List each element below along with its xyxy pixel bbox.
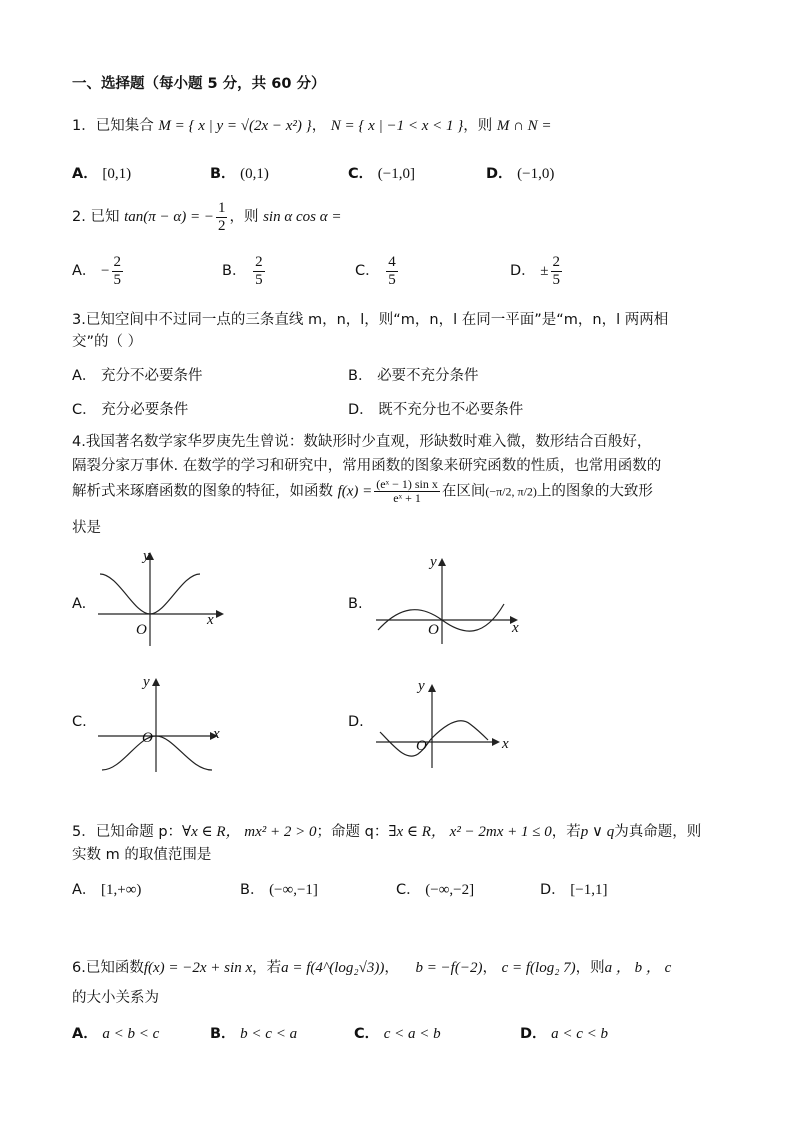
q5-option-d[interactable] (540, 878, 607, 899)
q4-line3-prefix: 解析式来琢磨函数的图象的特征，如函数 (72, 483, 333, 500)
option-text: 必要不充分条件 (377, 368, 479, 384)
option-label: A． (72, 263, 97, 279)
q4-option-d[interactable]: D. (348, 714, 364, 730)
fraction-numerator: 1 (217, 200, 226, 216)
q5-pq: p ∨ q (580, 824, 615, 840)
q6-if: ，若 (252, 960, 282, 976)
graph-a-y-label: y (143, 548, 150, 564)
option-label: D． (486, 166, 513, 182)
option-text: a < c < b (551, 1026, 609, 1042)
q6-vars: a ， b ， c (604, 960, 672, 976)
graph-d[interactable] (376, 680, 516, 770)
option-label: A． (72, 166, 98, 182)
q2-option-d[interactable] (510, 254, 564, 288)
graph-b-x-label: x (512, 620, 519, 636)
question-5 (72, 820, 701, 841)
q6-option-a[interactable] (72, 1022, 159, 1043)
fraction-numerator: 2 (552, 254, 561, 270)
graph-c-origin: O (142, 730, 153, 746)
q5-q-expr: ∃x ∈ R， x² − 2mx + 1 ≤ 0 (388, 824, 552, 840)
q4-line-1: 4.我国著名数学家华罗庚先生曾说：数缺形时少直观，形缺数时难入微，数形结合百般好， (72, 434, 652, 450)
graph-c-y-label: y (143, 674, 150, 690)
fraction-denominator: 5 (552, 271, 561, 288)
option-label: C． (348, 166, 374, 182)
question-2 (72, 200, 341, 234)
q6-b-expr: b = −f(−2) (415, 960, 483, 976)
graph-c-x-label: x (213, 726, 220, 742)
option-label: C． (72, 402, 97, 418)
y-axis-arrow (438, 558, 446, 566)
q2-ask: sin α cos α = (263, 209, 342, 225)
q6-c-expr: c = f(log₂ 7) (501, 960, 576, 976)
q6-line-2: 的大小关系为 (72, 990, 159, 1006)
fraction-denominator: 5 (388, 271, 396, 288)
q2-option-c[interactable] (355, 254, 400, 288)
q1-option-c[interactable] (348, 162, 415, 183)
fraction-denominator: 2 (217, 217, 226, 234)
x-axis-arrow (492, 738, 500, 746)
y-axis-arrow (152, 678, 160, 686)
q6-prefix: 6.已知函数 (72, 960, 144, 976)
fraction-numerator: 2 (113, 254, 121, 270)
graph-d-y-label: y (418, 678, 425, 694)
q5-option-a[interactable] (72, 878, 141, 899)
q2-suffix: ，则 (229, 209, 259, 225)
q4-option-b[interactable]: B. (348, 596, 363, 612)
function-curve (380, 721, 488, 756)
option-label: B． (210, 166, 236, 182)
option-label: A． (72, 368, 97, 384)
q1-comma: ， (311, 118, 327, 134)
q4-option-a[interactable]: A. (72, 596, 87, 612)
option-text: 充分不必要条件 (101, 368, 203, 384)
graph-b-y-label: y (430, 554, 437, 570)
option-label: B． (240, 882, 265, 898)
q5-line-2: 实数 m 的取值范围是 (72, 847, 212, 863)
q1-ask: M ∩ N = (496, 118, 552, 134)
option-text: (−1,0] (377, 166, 415, 182)
q5-prefix: 5．已知命题 p： (72, 824, 183, 840)
q6-option-b[interactable] (210, 1022, 297, 1043)
q4-fraction (374, 478, 440, 505)
q5-if: ，若 (551, 824, 581, 840)
q3-option-c[interactable] (72, 398, 188, 419)
q3-line-1: 3.已知空间中不过同一点的三条直线 m，n，l，则“m，n，l 在同一平面”是“m，n，l 两两相 (72, 312, 669, 328)
option-text: (−∞,−1] (269, 882, 318, 898)
section-title: 一、选择题（每小题 5 分，共 60 分） (72, 76, 326, 92)
option-text: 充分必要条件 (101, 402, 189, 418)
q4-line-4: 状是 (72, 520, 101, 536)
q4-line-3 (72, 478, 653, 505)
option-label: D． (510, 263, 536, 279)
q2-option-a[interactable] (72, 254, 125, 288)
option-fraction (551, 254, 563, 288)
fraction-numerator: (eˣ − 1) sin x (376, 477, 438, 491)
option-sign: − (101, 263, 110, 279)
option-fraction (386, 254, 398, 288)
fraction-denominator: 5 (255, 271, 263, 288)
graph-a-origin: O (136, 622, 147, 638)
q5-option-b[interactable] (240, 878, 318, 899)
function-curve (378, 604, 504, 631)
option-text: [1,+∞) (101, 882, 142, 898)
q6-option-c[interactable] (354, 1022, 441, 1043)
q3-option-d[interactable] (348, 398, 523, 419)
x-axis-arrow (216, 610, 224, 618)
q4-interval: (−π/2, π/2) (485, 484, 537, 499)
graph-c[interactable] (98, 674, 228, 774)
graph-d-origin: O (416, 738, 427, 754)
q5-suffix: 为真命题，则 (614, 824, 702, 840)
option-text: [0,1) (102, 166, 132, 182)
option-text: c < a < b (383, 1026, 441, 1042)
fraction-numerator: 2 (255, 254, 263, 270)
option-label: D． (348, 402, 374, 418)
q6-func: f(x) = −2x + sin x (143, 960, 253, 976)
option-text: [−1,1] (570, 882, 608, 898)
option-fraction (253, 254, 265, 288)
q6-a-expr: a = f(4^(log₂√3)) (281, 960, 385, 976)
q4-line3-suffix: 上的图象的大致形 (536, 483, 653, 500)
graph-b-origin: O (428, 622, 439, 638)
option-text: (−∞,−2] (425, 882, 475, 898)
q3-option-a[interactable] (72, 364, 203, 385)
option-text: (0,1) (240, 166, 269, 182)
option-label: D． (520, 1026, 547, 1042)
option-label: A． (72, 1026, 98, 1042)
question-6: 6.已知函数f(x) = −2x + sin x，若a = f(4^(log₂√3))， b = −f(−2)， c = f(log₂ 7)，则a ， b ， c (72, 960, 672, 976)
q1-then: ，则 (463, 118, 493, 134)
function-curve (102, 736, 212, 770)
fraction-numerator: 4 (388, 254, 396, 270)
fraction-denominator: eˣ + 1 (393, 491, 421, 506)
option-sign: ± (540, 263, 549, 279)
q1-option-a[interactable] (72, 162, 131, 183)
q3-option-b[interactable] (348, 364, 479, 385)
q5-option-c[interactable] (396, 878, 474, 899)
graph-d-x-label: x (502, 736, 509, 752)
q3-line-2: 交”的（ ） (72, 334, 143, 350)
option-text: 既不充分也不必要条件 (378, 402, 524, 418)
option-label: B． (348, 368, 373, 384)
q2-prefix: 2. 已知 (72, 209, 120, 225)
fraction-denominator: 5 (113, 271, 121, 288)
q4-line-2: 隔裂分家万事休. 在数学的学习和研究中，常用函数的图象来研究函数的性质，也常用函数的 (72, 458, 662, 474)
q1-prefix: 1．已知集合 (72, 118, 154, 134)
option-label: C． (396, 882, 421, 898)
option-label: D． (540, 882, 566, 898)
option-label: B． (222, 263, 247, 279)
q1-set-n: N = { x | −1 < x < 1 } (330, 118, 464, 134)
graph-a[interactable] (98, 548, 228, 648)
q1-option-d[interactable] (486, 162, 554, 183)
q2-expr: tan(π − α) = − (124, 209, 214, 225)
q4-interval-text: 在区间 (441, 483, 486, 500)
q4-fx: f(x) = (337, 483, 373, 500)
q1-option-b[interactable] (210, 162, 269, 183)
q6-option-d[interactable] (520, 1022, 608, 1043)
q5-mid: ；命题 q： (316, 824, 389, 840)
option-label: C． (354, 1026, 380, 1042)
option-text: a < b < c (102, 1026, 160, 1042)
graph-a-x-label: x (207, 612, 214, 628)
q4-option-c[interactable]: C. (72, 714, 87, 730)
q1-set-m: M = { x | y = √(2x − x²) } (158, 118, 312, 134)
option-label: C． (355, 263, 380, 279)
y-axis-arrow (428, 684, 436, 692)
graph-b[interactable] (376, 556, 526, 646)
q6-then: ，则 (575, 960, 605, 976)
option-text: (−1,0) (517, 166, 555, 182)
option-fraction (112, 254, 124, 288)
q5-p-expr: ∀x ∈ R， mx² + 2 > 0 (182, 824, 317, 840)
option-label: A． (72, 882, 97, 898)
option-text: b < c < a (240, 1026, 298, 1042)
q2-option-b[interactable] (222, 254, 267, 288)
option-label: B． (210, 1026, 236, 1042)
q2-fraction (216, 200, 228, 234)
question-1 (72, 114, 552, 135)
